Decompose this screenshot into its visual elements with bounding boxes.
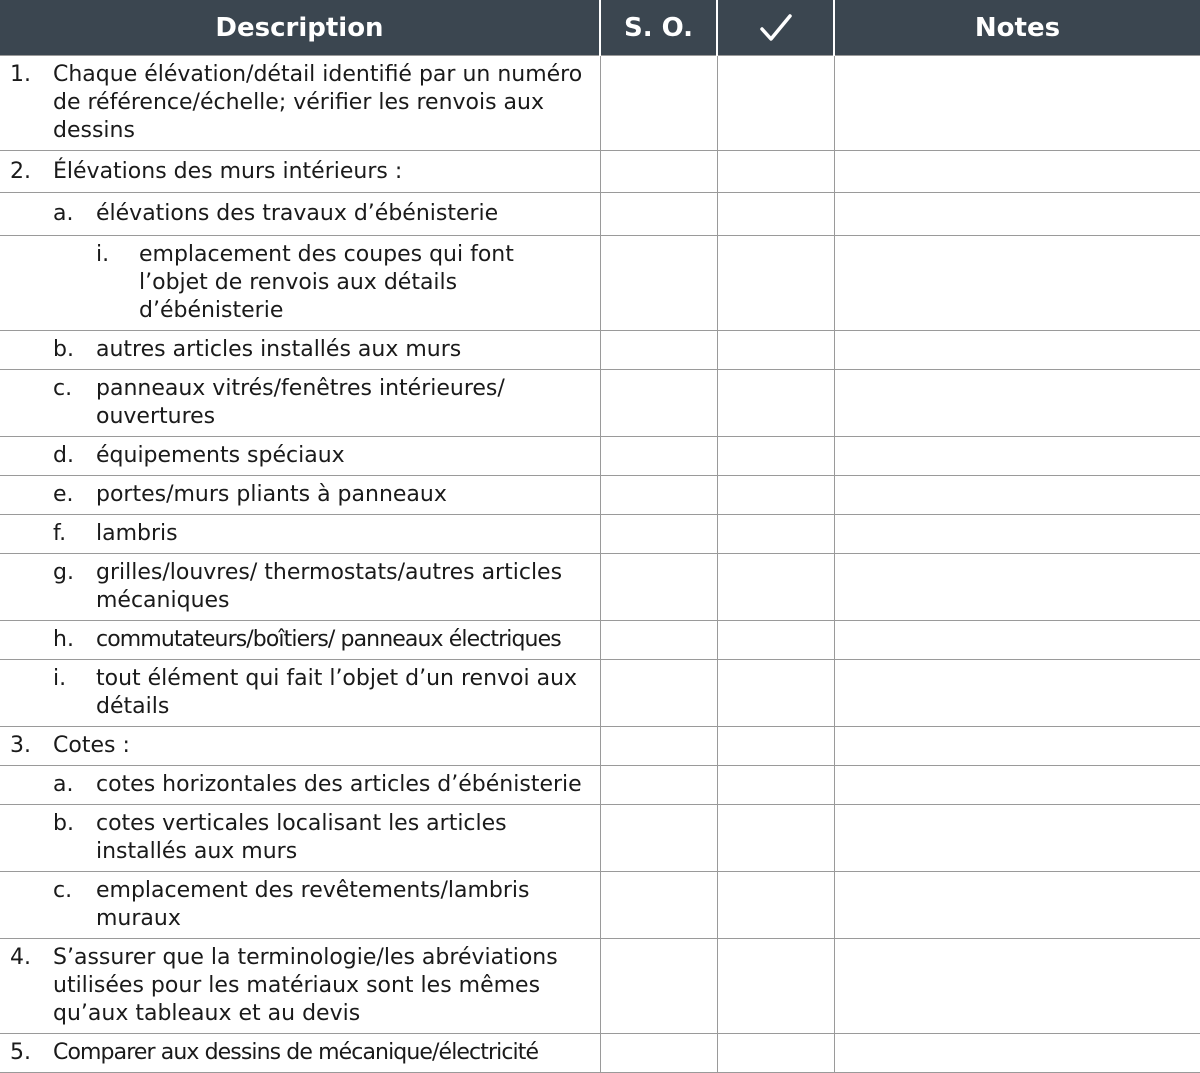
notes-cell[interactable] <box>834 872 1200 939</box>
notes-cell[interactable] <box>834 554 1200 621</box>
notes-cell[interactable] <box>834 660 1200 727</box>
row-text: S’assurer que la terminologie/les abréviations utilisées pour les matériaux sont les mêmes qu’aux tableaux et au devis <box>53 945 558 1026</box>
header-description: Description <box>0 0 600 56</box>
row-description <box>0 193 600 236</box>
row-marker: d. <box>53 443 74 468</box>
check-cell[interactable] <box>717 193 834 236</box>
row-description <box>0 660 600 727</box>
so-cell[interactable] <box>600 515 717 554</box>
row-marker: 3. <box>10 733 31 758</box>
row-marker: a. <box>53 772 74 797</box>
table-row <box>0 660 1200 727</box>
check-cell[interactable] <box>717 660 834 727</box>
header-so: S. O. <box>600 0 717 56</box>
check-cell[interactable] <box>717 727 834 766</box>
so-cell[interactable] <box>600 727 717 766</box>
row-description <box>0 515 600 554</box>
row-marker: e. <box>53 482 74 507</box>
check-cell[interactable] <box>717 56 834 151</box>
notes-cell[interactable] <box>834 1034 1200 1073</box>
so-cell[interactable] <box>600 1034 717 1073</box>
row-marker: h. <box>53 627 74 652</box>
row-marker: b. <box>53 811 74 836</box>
row-marker: i. <box>96 242 110 267</box>
row-description <box>0 939 600 1034</box>
check-cell[interactable] <box>717 554 834 621</box>
so-cell[interactable] <box>600 56 717 151</box>
so-cell[interactable] <box>600 939 717 1034</box>
notes-cell[interactable] <box>834 437 1200 476</box>
row-description <box>0 476 600 515</box>
table-row <box>0 331 1200 370</box>
check-cell[interactable] <box>717 236 834 331</box>
notes-cell[interactable] <box>834 56 1200 151</box>
row-marker: c. <box>53 376 73 401</box>
table-row <box>0 805 1200 872</box>
row-marker: f. <box>53 521 67 546</box>
row-marker: g. <box>53 560 74 585</box>
so-cell[interactable] <box>600 151 717 193</box>
check-cell[interactable] <box>717 476 834 515</box>
row-description <box>0 766 600 805</box>
check-cell[interactable] <box>717 1034 834 1073</box>
so-cell[interactable] <box>600 872 717 939</box>
row-text: Comparer aux dessins de mécanique/électricité <box>53 1040 539 1065</box>
so-cell[interactable] <box>600 621 717 660</box>
table-row <box>0 437 1200 476</box>
so-cell[interactable] <box>600 554 717 621</box>
table-row <box>0 621 1200 660</box>
table-row <box>0 151 1200 193</box>
row-description <box>0 370 600 437</box>
table-row <box>0 56 1200 151</box>
row-text: emplacement des revêtements/lambris muraux <box>96 878 530 931</box>
check-cell[interactable] <box>717 515 834 554</box>
notes-cell[interactable] <box>834 370 1200 437</box>
so-cell[interactable] <box>600 660 717 727</box>
notes-cell[interactable] <box>834 236 1200 331</box>
so-cell[interactable] <box>600 331 717 370</box>
so-cell[interactable] <box>600 370 717 437</box>
table-row <box>0 476 1200 515</box>
header-notes: Notes <box>834 0 1200 56</box>
row-description <box>0 1034 600 1073</box>
row-text: Chaque élévation/détail identifié par un numéro de référence/échelle; vérifier les renvois aux dessins <box>53 62 583 143</box>
row-text: cotes verticales localisant les articles installés aux murs <box>96 811 507 864</box>
notes-cell[interactable] <box>834 805 1200 872</box>
so-cell[interactable] <box>600 437 717 476</box>
notes-cell[interactable] <box>834 151 1200 193</box>
row-description <box>0 56 600 151</box>
row-text: Élévations des murs intérieurs : <box>53 158 403 184</box>
row-marker: i. <box>53 666 67 691</box>
notes-cell[interactable] <box>834 621 1200 660</box>
table-row <box>0 727 1200 766</box>
row-description <box>0 621 600 660</box>
row-description <box>0 331 600 370</box>
check-cell[interactable] <box>717 621 834 660</box>
table-row <box>0 370 1200 437</box>
notes-cell[interactable] <box>834 939 1200 1034</box>
so-cell[interactable] <box>600 766 717 805</box>
checkmark-icon <box>759 12 793 42</box>
table-header <box>0 0 1200 56</box>
check-cell[interactable] <box>717 370 834 437</box>
check-cell[interactable] <box>717 805 834 872</box>
so-cell[interactable] <box>600 805 717 872</box>
so-cell[interactable] <box>600 193 717 236</box>
row-text: équipements spéciaux <box>96 443 345 468</box>
table-row <box>0 236 1200 331</box>
row-description <box>0 554 600 621</box>
row-text: commutateurs/boîtiers/ panneaux électriques <box>96 627 561 652</box>
row-marker: c. <box>53 878 73 903</box>
row-text: Cotes : <box>53 733 130 758</box>
check-cell[interactable] <box>717 437 834 476</box>
table-row <box>0 1034 1200 1073</box>
table-row <box>0 193 1200 236</box>
row-description <box>0 151 600 193</box>
row-text: lambris <box>96 521 178 546</box>
check-cell[interactable] <box>717 872 834 939</box>
row-marker: 4. <box>10 945 31 970</box>
row-description <box>0 872 600 939</box>
row-marker: 1. <box>10 62 31 87</box>
row-text: panneaux vitrés/fenêtres intérieures/ ouvertures <box>96 376 505 429</box>
check-cell[interactable] <box>717 766 834 805</box>
row-text: autres articles installés aux murs <box>96 337 462 362</box>
table-row <box>0 939 1200 1034</box>
so-cell[interactable] <box>600 236 717 331</box>
row-text: portes/murs pliants à panneaux <box>96 482 447 507</box>
header-check <box>717 0 834 56</box>
row-marker: 2. <box>10 158 31 184</box>
row-text: emplacement des coupes qui font l’objet de renvois aux détails d’ébénisterie <box>139 242 514 323</box>
row-text: élévations des travaux d’ébénisterie <box>96 201 499 226</box>
notes-cell[interactable] <box>834 515 1200 554</box>
notes-cell[interactable] <box>834 476 1200 515</box>
row-description <box>0 236 600 331</box>
row-marker: a. <box>53 201 74 226</box>
row-description <box>0 727 600 766</box>
notes-cell[interactable] <box>834 766 1200 805</box>
row-description <box>0 437 600 476</box>
row-text: grilles/louvres/ thermostats/autres articles mécaniques <box>96 560 563 613</box>
table-row <box>0 766 1200 805</box>
table-row <box>0 515 1200 554</box>
notes-cell[interactable] <box>834 193 1200 236</box>
so-cell[interactable] <box>600 476 717 515</box>
check-cell[interactable] <box>717 331 834 370</box>
table-row <box>0 554 1200 621</box>
row-description <box>0 805 600 872</box>
row-marker: b. <box>53 337 74 362</box>
row-text: tout élément qui fait l’objet d’un renvoi aux détails <box>96 666 578 719</box>
row-marker: 5. <box>10 1040 31 1065</box>
notes-cell[interactable] <box>834 331 1200 370</box>
notes-cell[interactable] <box>834 727 1200 766</box>
check-cell[interactable] <box>717 939 834 1034</box>
table-row <box>0 872 1200 939</box>
row-text: cotes horizontales des articles d’ébénisterie <box>96 772 582 797</box>
check-cell[interactable] <box>717 151 834 193</box>
